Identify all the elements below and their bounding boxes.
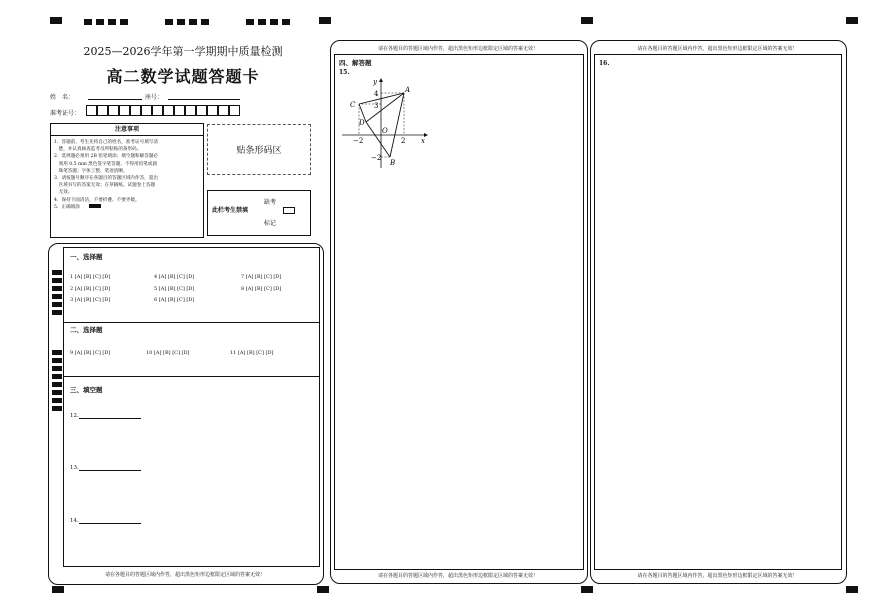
- tick-label: −2: [371, 154, 382, 162]
- choice-row[interactable]: 6 [A] [B] [C] [D]: [154, 297, 195, 303]
- absence-box: [207, 190, 311, 236]
- coordinate-graph: [340, 76, 435, 171]
- choice-row[interactable]: 7 [A] [B] [C] [D]: [241, 274, 282, 280]
- absence-left-label: 此栏考生禁填: [212, 207, 249, 214]
- notice-item: 3．请按题号顺序在各题目的答题区域内作答，超出: [54, 176, 158, 182]
- timing-mark: [52, 586, 64, 593]
- header-note: 请在各题目的答题区域内作答，超出黑色矩形边框限定区域的答案无效！: [637, 46, 798, 52]
- timing-mark: [846, 17, 858, 24]
- choice-row[interactable]: 10 [A] [B] [C] [D]: [146, 350, 190, 356]
- tick-label: 2: [401, 137, 406, 145]
- y-axis-arrow: [379, 78, 383, 82]
- origin-label: O: [382, 127, 388, 135]
- axis-label-x: x: [421, 137, 425, 145]
- point-label-b: B: [390, 159, 396, 167]
- exam-title: 2025—2026学年第一学期期中质量检测: [83, 45, 283, 58]
- notice-item: 楚，并认真核查监考员所粘贴的条形码。: [54, 147, 142, 153]
- timing-mark: [50, 17, 62, 24]
- problem-number-16: 16.: [599, 60, 610, 67]
- notice-item: 须用 0.5 mm 黑色签字笔答题，不得用铅笔或圆: [54, 161, 158, 167]
- fill-line: [79, 517, 141, 524]
- point-label-c: C: [350, 101, 356, 109]
- barcode-area: [207, 124, 311, 175]
- seat-label: 座号：: [145, 94, 164, 101]
- choice-row[interactable]: 4 [A] [B] [C] [D]: [154, 274, 195, 280]
- notice-title: 注意事项: [51, 124, 203, 136]
- choice-row[interactable]: 3 [A] [B] [C] [D]: [70, 297, 111, 303]
- footer-note: 请在各题目的答题区域内作答，超出黑色矩形边框限定区域的答案无效！: [377, 573, 538, 579]
- point-label-a: A: [405, 86, 411, 94]
- section-choice1: 一、选择题: [70, 253, 103, 261]
- timing-mark: [581, 586, 593, 593]
- notice-item: 无效。: [54, 190, 73, 196]
- fill-item[interactable]: 14.: [70, 517, 141, 524]
- choice-row[interactable]: 8 [A] [B] [C] [D]: [241, 286, 282, 292]
- notice-item: 5．正确填涂: [54, 204, 80, 210]
- fill-item[interactable]: 12.: [70, 412, 141, 419]
- fill-item[interactable]: 13.: [70, 464, 141, 471]
- timing-mark: [319, 17, 331, 24]
- absence-mark-box[interactable]: [283, 207, 295, 214]
- footer-note: 请在各题目的答题区域内作答，超出黑色矩形边框限定区域的答案无效！: [104, 572, 265, 578]
- seat-field[interactable]: [168, 99, 240, 100]
- header-note: 请在各题目的答题区域内作答，超出黑色矩形边框限定区域的答案无效！: [377, 46, 538, 52]
- graph-axes: [342, 80, 426, 168]
- timing-mark: [846, 586, 858, 593]
- notice-box: [50, 123, 204, 238]
- choice-row[interactable]: 5 [A] [B] [C] [D]: [154, 286, 195, 292]
- notice-item: 4．保持卡面清洁，不要折叠、不要弄破。: [54, 197, 140, 203]
- timing-mark: [581, 17, 593, 24]
- exam-no-label: 准考证号：: [50, 110, 81, 117]
- divider: [63, 376, 319, 377]
- choice-row[interactable]: 9 [A] [B] [C] [D]: [70, 350, 111, 356]
- notice-item: 1．答题前，考生先将自己的姓名，准考证号填写清: [54, 140, 158, 145]
- choice-row[interactable]: 1 [A] [B] [C] [D]: [70, 274, 111, 280]
- timing-mark: [317, 586, 329, 593]
- section-fill: 三、填空题: [70, 386, 103, 394]
- notice-item: 珠笔答题；字体工整、笔迹清晰。: [54, 168, 128, 174]
- card-title: 高二数学试题答题卡: [106, 67, 260, 86]
- name-field[interactable]: [88, 99, 142, 100]
- tick-label: 3: [374, 102, 379, 110]
- fill-line: [79, 412, 141, 419]
- notice-item: 2．选择题必须用 2B 铅笔填涂；填空题和解答题必: [54, 154, 159, 160]
- choice-row[interactable]: 11 [A] [B] [C] [D]: [230, 350, 274, 356]
- notice-item: 区域书写的答案无效；在草稿纸、试题卷上答题: [54, 183, 156, 189]
- footer-note: 请在各题目的答题区域内作答，超出黑色矩形边框限定区域的答案无效！: [637, 573, 798, 579]
- section-choice2: 二、选择题: [70, 326, 103, 334]
- problem-number-15: 15.: [339, 69, 350, 76]
- absence-bottom-label: 标记: [264, 220, 277, 227]
- tick-label: −2: [353, 137, 364, 145]
- point-label-d: D: [359, 119, 365, 127]
- name-label: 姓 名：: [50, 94, 75, 101]
- section-answer: 四、解答题: [339, 59, 372, 67]
- barcode-label: 贴条形码区: [236, 146, 282, 156]
- divider: [63, 322, 319, 323]
- absence-top-label: 缺考: [264, 199, 277, 206]
- filled-sample-icon: [89, 204, 101, 208]
- figure-lines: [359, 93, 404, 157]
- choice-row[interactable]: 2 [A] [B] [C] [D]: [70, 286, 111, 292]
- tick-label: 4: [374, 90, 379, 98]
- fill-line: [79, 464, 141, 471]
- problem-box-16: [594, 54, 842, 570]
- axis-label-y: y: [373, 78, 377, 86]
